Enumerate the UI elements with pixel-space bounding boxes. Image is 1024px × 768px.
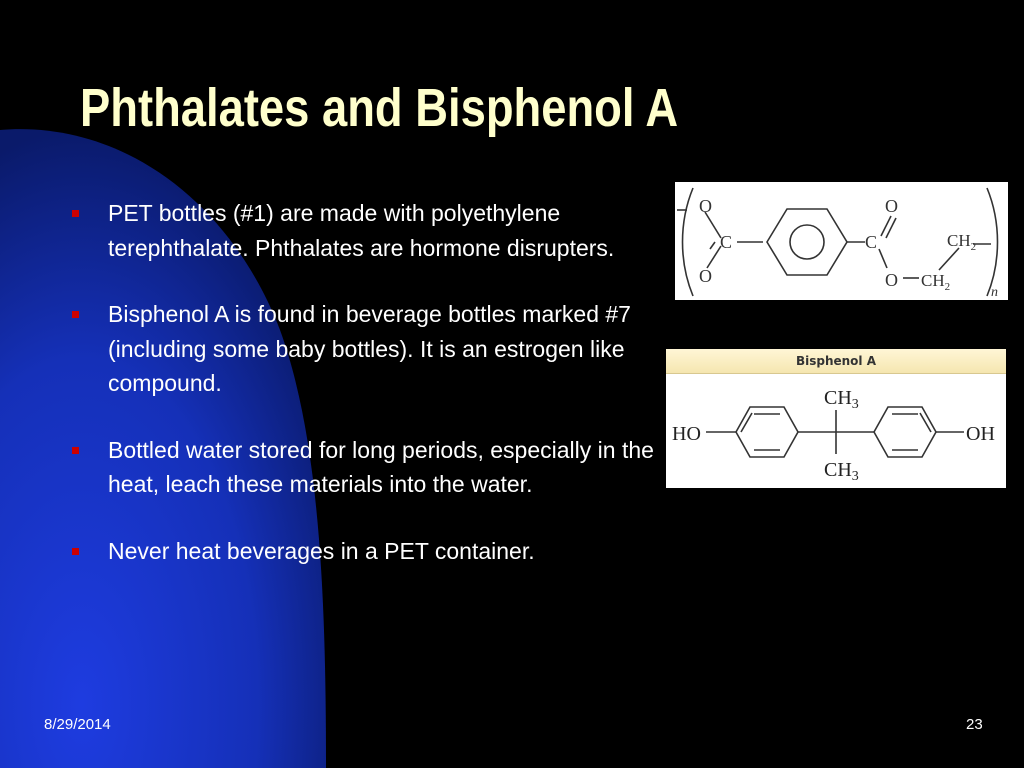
pet-atom-c: C [865,232,878,252]
pet-atom-o: O [885,270,898,290]
pet-group-ch2 [947,231,976,253]
pet-repeat-n: n [991,285,998,300]
footer-date: 8/29/2014 [44,716,111,733]
pet-ch2-label: CH [921,271,945,290]
pet-ch2-subscript: 2 [944,281,951,293]
bpa-ch3-label: CH [824,459,852,481]
pet-structure-diagram [675,182,1008,300]
pet-atom-o: O [699,196,712,216]
bpa-ch3-subscript: 3 [851,397,859,412]
bullet-square-icon [72,548,79,555]
bullet-list [70,196,660,568]
bullet-square-icon [72,311,79,318]
bpa-methyl-bottom [824,459,859,484]
pet-atom-c: C [720,232,733,252]
bisphenol-a-diagram [666,374,1006,488]
pet-ch2-subscript: 2 [970,241,977,253]
bullet-square-icon [72,210,79,217]
bpa-hydroxyl-right: OH [966,423,995,445]
pet-structure-image [675,182,1008,300]
bpa-methyl-top [824,387,859,412]
pet-group-ch2 [921,271,950,293]
bullet-text: Bottled water stored for long periods, especially in the heat, leach these materials into the water. [108,436,654,497]
pet-atom-o: O [885,196,898,216]
bisphenol-a-image [666,349,1006,488]
bullet-item [70,534,660,569]
bullet-text: Never heat beverages in a PET container. [108,537,535,564]
pet-atom-o: O [699,266,712,286]
bisphenol-a-header: Bisphenol A [666,349,1006,374]
bullet-item [70,196,660,265]
bullet-item [70,297,660,401]
slide-title: Phthalates and Bisphenol A [80,78,679,138]
bpa-hydroxyl-left: HO [672,423,701,445]
bpa-ch3-label: CH [824,387,852,409]
bullet-item [70,433,660,502]
pet-ch2-label: CH [947,231,971,250]
slide-number: 23 [966,716,983,733]
bpa-ch3-subscript: 3 [851,469,859,484]
bullet-square-icon [72,447,79,454]
bullet-text: Bisphenol A is found in beverage bottles marked #7 (including some baby bottles). It is an estrogen like compound. [108,301,631,396]
bullet-text: PET bottles (#1) are made with polyethylene terephthalate. Phthalates are hormone disrupters. [108,200,615,261]
